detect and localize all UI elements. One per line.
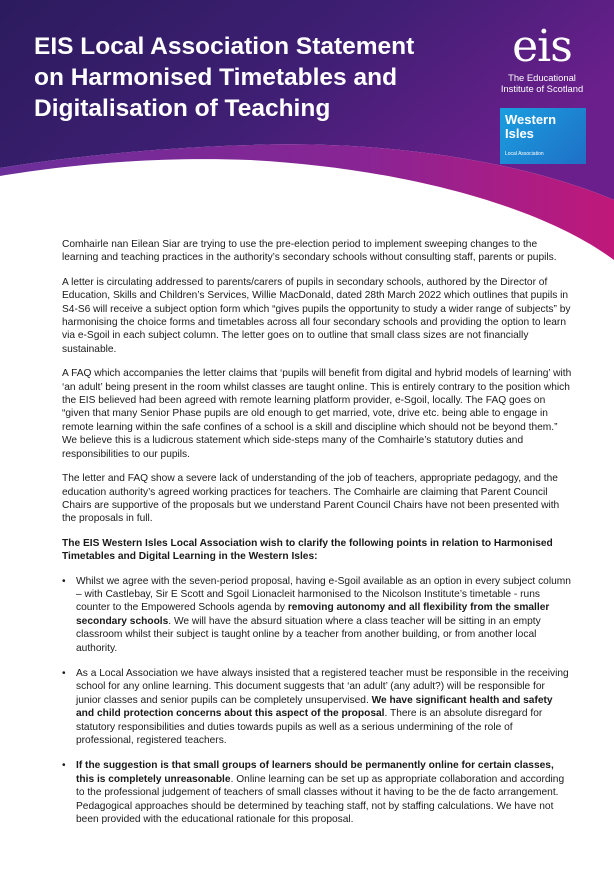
point-text: Whilst we agree with the seven-period proposal, having e-Sgoil available as an option in every subject column – with Castlebay, Sir E Scott and Sgoil Lionacleit harmonised to the Nicolson Institute’s timetable - runs counter to the Empowered Schools agenda by [76, 575, 571, 614]
list-item [62, 759, 572, 826]
list-item [62, 575, 572, 655]
point-text: . Online learning can be set up as appropriate collaboration and according to the professional judgement of teachers of small classes without it having to be the de facto arrangement. Pedagogical approaches should be determined by teaching staff, not by staffing calculations. We have not been provided with the educational rationale for this proposal. [76, 773, 565, 826]
logo-subtitle [496, 72, 588, 94]
header-banner [0, 0, 614, 270]
points-list [62, 575, 572, 827]
bullet-icon: • [62, 667, 66, 679]
eis-logo [496, 21, 588, 94]
point-emphasis: If the suggestion is that small groups of learners should be permanently online for certain classes, this is completely unreasonable [76, 760, 554, 785]
point-emphasis: removing autonomy and all flexibility from the smaller secondary schools [76, 602, 550, 627]
badge-line: Western [505, 112, 557, 127]
paragraph: A letter is circulating addressed to parents/carers of pupils in secondary schools, authored by the Director of Education, Skills and Children’s Services, Willie MacDonald, dated 28th March 2022 which outlines that pupils in S4-S6 will receive a subject option form which “gives pupils the opportunity to study a wider range of subjects” by harmonising the choice forms and timetables across all four secondary schools and providing the option to learn via e-Sgoil in each subject column. The letter goes on to outline that small class sizes are not financially sustainable. [62, 276, 571, 355]
point-text: . There is an absolute disregard for statutory responsibilities and duties towards pupils as well as a serious undermining of the role of professional, registered teachers. [76, 708, 543, 746]
logo-wordmark: eis [512, 21, 572, 72]
bullet-icon: • [62, 575, 66, 587]
title-line: on Harmonised Timetables and [34, 64, 398, 91]
statement-body [62, 238, 572, 838]
badge-subtitle: Local Association [505, 151, 544, 157]
point-emphasis: We have significant health and safety and child protection concerns about this aspect of the proposal [76, 694, 553, 720]
title-line: EIS Local Association Statement [34, 33, 415, 60]
badge-title [505, 113, 556, 141]
paragraph: Comhairle nan Eilean Siar are trying to use the pre-election period to implement sweeping changes to the learning and teaching practices in the authority’s secondary schools without consulting staff, parents or pupils. [62, 239, 557, 264]
paragraph: A FAQ which accompanies the letter claims that ‘pupils will benefit from digital and hybrid models of learning’ with ‘an adult’ being present in the room whilst classes are taught online. This is entirely contrary to the position which the EIS believed had been agreed with remote learning platform provider, e-Sgoil, locally. The FAQ goes on “given that many Senior Phase pupils are old enough to get married, vote, drive etc. being able to engage in remote learning within the safe confines of a school is a skill and discipline which should not be beyond them.” We believe this is a ludicrous statement which side-steps many of the Comhairle’s statutory duties and responsibilities to our pupils. [62, 368, 572, 460]
point-text: As a Local Association we have always insisted that a registered teacher must be responsible in the receiving school for any online learning. This document suggests that ‘an adult’ (any adult?) will be responsible for junior classes and senior pupils can be completely unsupervised. [76, 667, 569, 706]
title-line: Digitalisation of Teaching [34, 95, 331, 122]
point-text: . We will have the absurd situation where a class teacher will be sitting in an empty classroom whilst their subject is taught online by a teacher from another building, or from another local authority. [76, 615, 541, 654]
page-title [34, 31, 464, 124]
logo-subtitle-line: Institute of Scotland [500, 83, 584, 94]
paragraph: The letter and FAQ show a severe lack of understanding of the job of teachers, appropriate pedagogy, and the education authority’s agreed working practices for teachers. The Comhairle are claiming that Parent Council Chairs are supportive of the proposals but we understand Parent Council Chairs have not been presented with the proposals in full. [62, 473, 560, 525]
bold-intro: The EIS Western Isles Local Association wish to clarify the following points in relation to Harmonised Timetables and Digital Learning in the Western Isles: [62, 537, 553, 563]
logo-subtitle-line: The Educational [508, 72, 576, 83]
list-item [62, 667, 572, 747]
badge-line: Isles [505, 126, 534, 141]
bullet-icon: • [62, 760, 66, 772]
western-isles-badge [500, 108, 586, 164]
